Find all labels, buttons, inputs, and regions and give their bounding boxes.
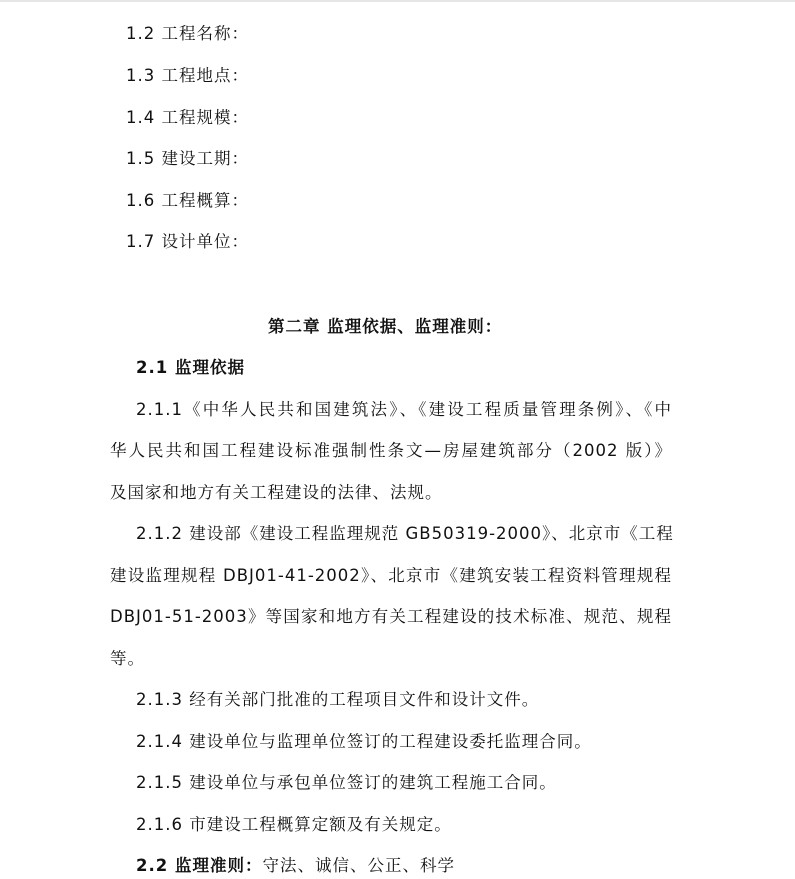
- paragraph-line: 2.1.2 建设部《建设工程监理规范 GB50319-2000》、北京市《工程: [136, 524, 674, 543]
- paragraph-2-1-6: 2.1.6 市建设工程概算定额及有关规定。: [136, 815, 452, 834]
- paragraph-2-1-3: 2.1.3 经有关部门批准的工程项目文件和设计文件。: [136, 690, 540, 709]
- design-unit-item: 1.7 设计单位：: [126, 232, 249, 251]
- construction-period-item: 1.5 建设工期：: [126, 149, 249, 168]
- project-location-item: 1.3 工程地点：: [126, 66, 249, 85]
- paragraph-line: DBJ01-51-2003》等国家和地方有关工程建设的技术标准、规范、规程: [110, 607, 672, 626]
- project-scale-item: 1.4 工程规模：: [126, 108, 249, 127]
- page-top-border: [0, 0, 795, 2]
- project-name-item: 1.2 工程名称：: [126, 24, 249, 43]
- paragraph-line: 建设监理规程 DBJ01-41-2002》、北京市《建筑安装工程资料管理规程: [110, 566, 672, 585]
- paragraph-line: 及国家和地方有关工程建设的法律、法规。: [110, 483, 443, 502]
- section-heading-2-2: 2.2 监理准则：: [136, 856, 263, 875]
- paragraph-2-1-4: 2.1.4 建设单位与监理单位签订的工程建设委托监理合同。: [136, 732, 592, 751]
- section-heading-2-1: 2.1 监理依据: [136, 358, 245, 377]
- supervision-principles-text: 守法、诚信、公正、科学: [262, 856, 455, 875]
- paragraph-2-1-5: 2.1.5 建设单位与承包单位签订的建筑工程施工合同。: [136, 773, 557, 792]
- paragraph-line: 2.1.1《中华人民共和国建筑法》、《建设工程质量管理条例》、《中: [136, 400, 672, 419]
- chapter-title: 第二章 监理依据、监理准则：: [268, 317, 503, 336]
- project-budget-item: 1.6 工程概算：: [126, 191, 249, 210]
- paragraph-line: 华人民共和国工程建设标准强制性条文—房屋建筑部分（2002 版）》: [110, 441, 672, 460]
- paragraph-line: 等。: [110, 649, 145, 668]
- section-2-2-line: [136, 855, 455, 877]
